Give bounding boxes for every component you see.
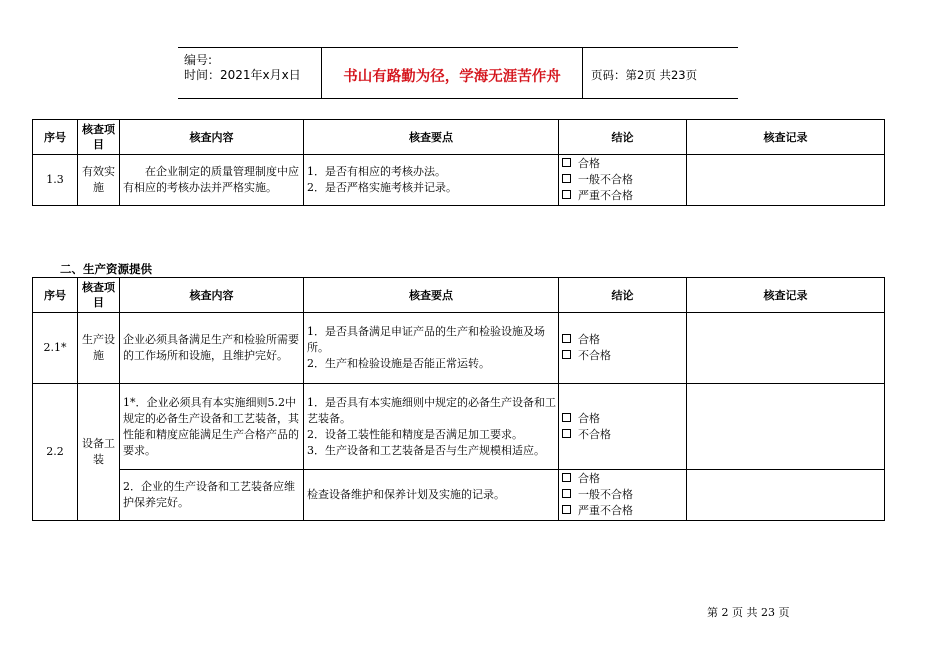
record-cell[interactable] [687,313,885,384]
col-header-points: 核查要点 [304,120,559,155]
col-header-conclusion: 结论 [559,278,687,313]
checkbox-icon[interactable] [562,473,571,482]
check-table-1 [32,119,885,206]
row-no: 2.2 [33,384,78,521]
row-no: 2.1* [33,313,78,384]
table-row [33,470,885,521]
row-item: 有效实施 [78,155,120,206]
conclusion-options [559,470,687,521]
record-cell[interactable] [687,470,885,521]
motto: 书山有路勤为径，学海无涯苦作舟 [343,69,561,85]
col-header-record: 核查记录 [687,120,885,155]
point-line: 3．生产设备和工艺装备是否与生产规模相适应。 [307,443,545,457]
checkbox-icon[interactable] [562,158,571,167]
point-line: 2．设备工装性能和精度是否满足加工要求。 [307,427,523,441]
table-header-row [33,278,885,313]
row-points [304,470,559,521]
point-line: 1．是否具有本实施细则中规定的必备生产设备和工艺装备。 [307,395,556,425]
conclusion-options [559,384,687,470]
row-item: 设备工装 [78,384,120,521]
col-header-points: 核查要点 [304,278,559,313]
option-pass[interactable]: 合格 [562,156,686,172]
col-header-item: 核查项目 [78,278,120,313]
header-meta-cell [178,48,322,98]
checkbox-icon[interactable] [562,334,571,343]
point-line: 检查设备维护和保养计划及实施的记录。 [307,488,505,501]
option-pass[interactable]: 合格 [562,471,686,487]
point-line: 2．是否严格实施考核并记录。 [307,181,457,194]
page-info: 页码：第2页 共23页 [591,68,698,82]
header-page-cell [583,48,738,98]
table-row [33,384,885,470]
row-content: 2．企业的生产设备和工艺装备应维护保养完好。 [120,470,304,521]
option-minor-fail[interactable]: 一般不合格 [562,487,686,503]
point-line: 1．是否具备满足申证产品的生产和检验设施及场所。 [307,325,545,354]
checkbox-icon[interactable] [562,190,571,199]
checkbox-icon[interactable] [562,174,571,183]
section-title: 二、生产资源提供 [60,262,152,276]
row-content: 1*．企业必须具有本实施细则5.2中规定的必备生产设备和工艺装备，其性能和精度应能满足生产合格产品的要求。 [120,384,304,470]
row-points [304,313,559,384]
option-pass[interactable]: 合格 [562,411,686,427]
table-header-row [33,120,885,155]
point-line: 1．是否有相应的考核办法。 [307,165,446,178]
col-header-conclusion: 结论 [559,120,687,155]
checkbox-icon[interactable] [562,489,571,498]
point-line: 2．生产和检验设施是否能正常运转。 [307,357,490,370]
checkbox-icon[interactable] [562,350,571,359]
col-header-item: 核查项目 [78,120,120,155]
col-header-no: 序号 [33,120,78,155]
option-pass[interactable]: 合格 [562,332,686,348]
col-header-record: 核查记录 [687,278,885,313]
conclusion-options [559,155,687,206]
serial-label: 编号: [184,53,213,67]
header-motto-cell [322,48,583,98]
row-no: 1.3 [33,155,78,206]
row-points [304,155,559,206]
row-item: 生产设施 [78,313,120,384]
conclusion-options [559,313,687,384]
record-cell[interactable] [687,155,885,206]
table-row [33,313,885,384]
record-cell[interactable] [687,384,885,470]
checkbox-icon[interactable] [562,413,571,422]
col-header-content: 核查内容 [120,120,304,155]
option-fail[interactable]: 不合格 [562,348,686,364]
row-points [304,384,559,470]
page-footer: 第 2 页 共 23 页 [707,606,790,619]
option-major-fail[interactable]: 严重不合格 [562,503,686,519]
col-header-no: 序号 [33,278,78,313]
option-minor-fail[interactable]: 一般不合格 [562,172,686,188]
row-content: 在企业制定的质量管理制度中应有相应的考核办法并严格实施。 [120,155,304,206]
page-header [178,47,738,99]
table-row [33,155,885,206]
checkbox-icon[interactable] [562,429,571,438]
option-fail[interactable]: 不合格 [562,427,686,443]
time-label: 时间：2021年x月x日 [184,68,301,82]
row-content: 企业必须具备满足生产和检验所需要的工作场所和设施，且维护完好。 [120,313,304,384]
option-major-fail[interactable]: 严重不合格 [562,188,686,204]
checkbox-icon[interactable] [562,505,571,514]
col-header-content: 核查内容 [120,278,304,313]
check-table-2 [32,277,885,521]
